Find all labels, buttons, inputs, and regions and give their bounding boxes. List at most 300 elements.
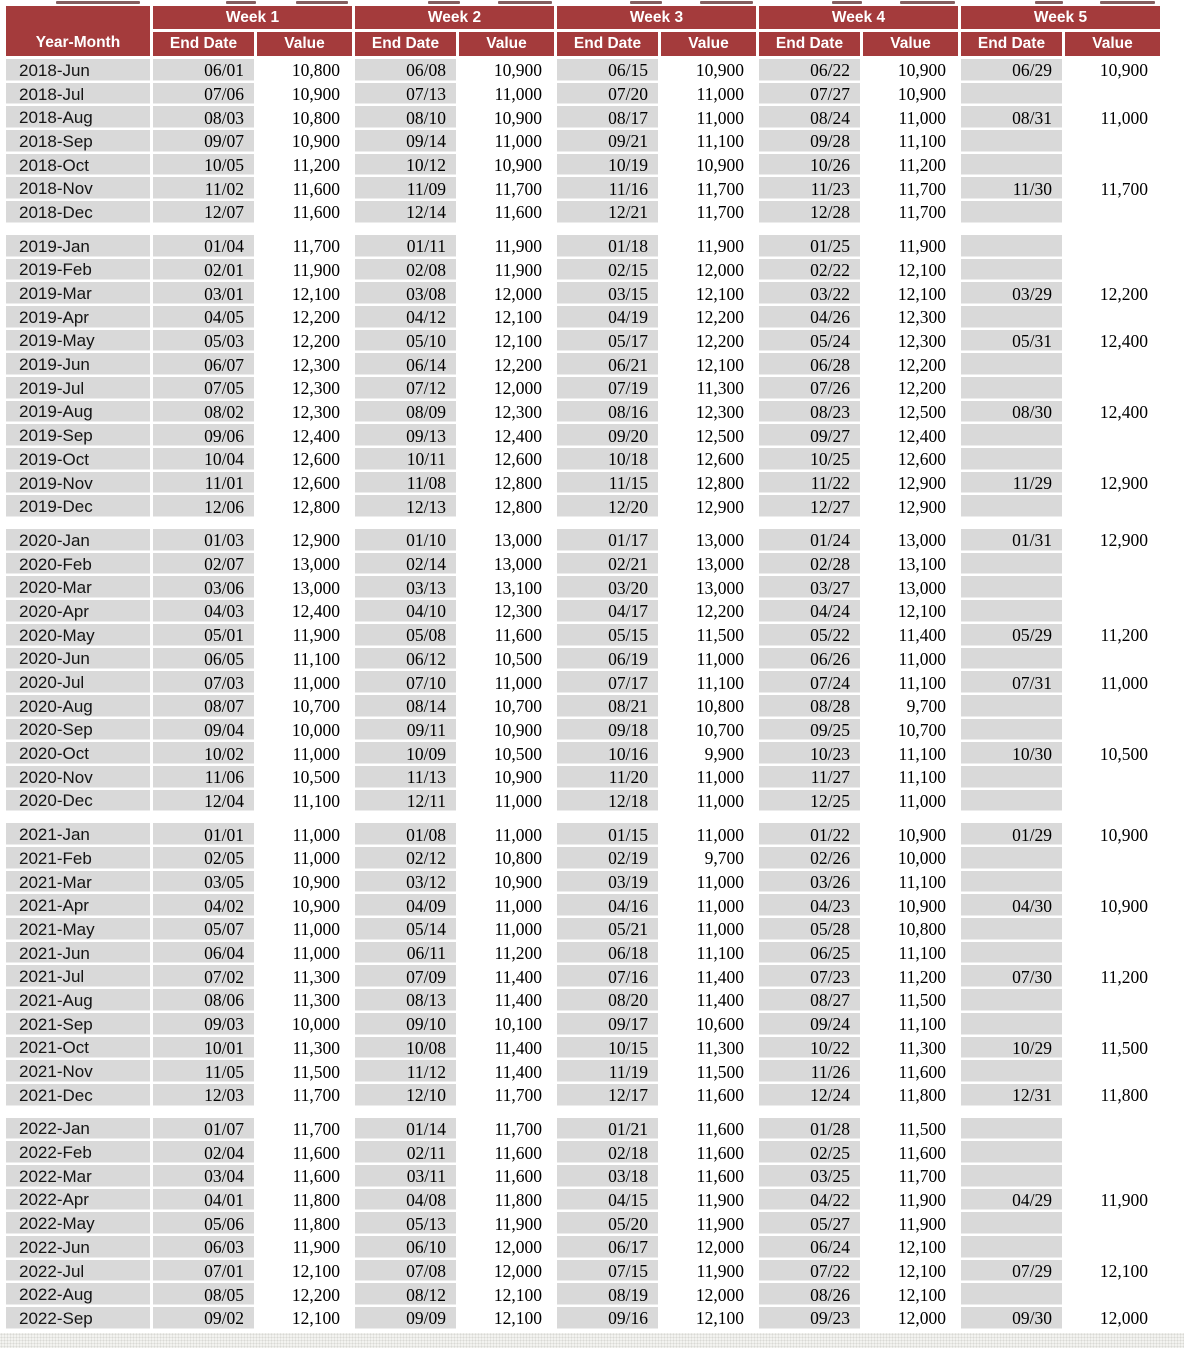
end-date-cell: 07/20 (557, 83, 658, 107)
table-row (0, 1307, 1184, 1331)
table-row (0, 1165, 1184, 1189)
value-cell (1065, 942, 1160, 966)
end-date-cell: 01/22 (759, 823, 860, 847)
end-date-cell: 11/08 (355, 472, 456, 496)
value-cell: 12,100 (863, 1236, 958, 1260)
table-row (0, 894, 1184, 918)
week-2-header: Week 2 (355, 6, 554, 29)
value-cell: 11,000 (661, 790, 756, 814)
table-row (0, 401, 1184, 425)
value-cell: 11,900 (863, 235, 958, 259)
end-date-cell: 07/23 (759, 965, 860, 989)
end-date-cell: 07/24 (759, 671, 860, 695)
value-cell: 10,900 (661, 154, 756, 178)
row-label: 2018-Nov (6, 177, 150, 201)
end-date-cell (961, 600, 1062, 624)
table-row (0, 201, 1184, 225)
value-cell (1065, 1165, 1160, 1189)
end-date-cell: 11/20 (557, 766, 658, 790)
end-date-cell: 04/30 (961, 894, 1062, 918)
end-date-cell: 05/08 (355, 624, 456, 648)
end-date-cell: 03/15 (557, 282, 658, 306)
row-label: 2022-Feb (6, 1141, 150, 1165)
value-cell: 11,200 (863, 965, 958, 989)
row-label: 2021-Dec (6, 1084, 150, 1108)
value-cell: 12,100 (459, 330, 554, 354)
end-date-cell: 07/17 (557, 671, 658, 695)
value-cell: 10,500 (459, 742, 554, 766)
value-cell: 12,600 (661, 448, 756, 472)
value-cell: 13,000 (257, 553, 352, 577)
value-cell: 12,100 (863, 259, 958, 283)
end-date-cell (961, 1118, 1062, 1142)
value-cell: 12,300 (661, 401, 756, 425)
end-date-cell: 08/02 (153, 401, 254, 425)
value-cell: 12,100 (459, 1283, 554, 1307)
value-cell: 10,500 (257, 766, 352, 790)
end-date-cell (961, 1283, 1062, 1307)
value-cell: 11,200 (1065, 624, 1160, 648)
end-date-cell: 10/30 (961, 742, 1062, 766)
row-label: 2021-Jul (6, 965, 150, 989)
table-row (0, 600, 1184, 624)
row-label: 2021-Feb (6, 847, 150, 871)
end-date-cell: 10/15 (557, 1037, 658, 1061)
value-cell: 11,500 (1065, 1037, 1160, 1061)
value-cell: 11,700 (661, 177, 756, 201)
end-date-cell: 08/06 (153, 989, 254, 1013)
end-date-cell: 11/09 (355, 177, 456, 201)
end-date-cell: 03/26 (759, 871, 860, 895)
end-date-cell: 10/23 (759, 742, 860, 766)
row-label: 2018-Jun (6, 59, 150, 83)
value-cell: 10,000 (257, 1013, 352, 1037)
end-date-cell: 09/11 (355, 719, 456, 743)
value-cell (1065, 1118, 1160, 1142)
end-date-cell: 11/13 (355, 766, 456, 790)
end-date-cell: 05/22 (759, 624, 860, 648)
end-date-cell: 05/07 (153, 918, 254, 942)
value-cell: 11,000 (661, 106, 756, 130)
value-cell: 12,600 (459, 448, 554, 472)
value-cell: 11,000 (257, 918, 352, 942)
end-date-cell: 12/31 (961, 1084, 1062, 1108)
value-cell: 11,700 (661, 201, 756, 225)
value-cell: 11,600 (459, 1141, 554, 1165)
end-date-cell (961, 790, 1062, 814)
end-date-cell (961, 1236, 1062, 1260)
end-date-cell: 05/13 (355, 1212, 456, 1236)
end-date-header: End Date (355, 32, 456, 56)
end-date-cell: 06/22 (759, 59, 860, 83)
value-cell: 11,900 (661, 1189, 756, 1213)
value-cell: 10,900 (459, 719, 554, 743)
end-date-cell: 02/14 (355, 553, 456, 577)
value-cell: 11,900 (1065, 1189, 1160, 1213)
value-cell (1065, 847, 1160, 871)
end-date-cell: 01/25 (759, 235, 860, 259)
table-row (0, 1118, 1184, 1142)
end-date-cell: 06/17 (557, 1236, 658, 1260)
value-cell: 11,300 (257, 1037, 352, 1061)
end-date-cell: 02/12 (355, 847, 456, 871)
value-cell: 11,500 (661, 1060, 756, 1084)
row-label: 2021-Oct (6, 1037, 150, 1061)
value-cell: 11,000 (661, 894, 756, 918)
end-date-cell: 09/27 (759, 424, 860, 448)
value-cell: 10,900 (459, 106, 554, 130)
value-cell: 12,300 (863, 330, 958, 354)
end-date-cell: 01/17 (557, 529, 658, 553)
end-date-cell: 08/28 (759, 695, 860, 719)
end-date-header: End Date (153, 32, 254, 56)
value-cell: 11,600 (661, 1118, 756, 1142)
end-date-cell: 05/17 (557, 330, 658, 354)
value-cell (1065, 790, 1160, 814)
value-cell: 11,100 (863, 742, 958, 766)
end-date-cell: 04/08 (355, 1189, 456, 1213)
end-date-cell: 12/13 (355, 495, 456, 519)
row-label: 2019-Jul (6, 377, 150, 401)
unused-canvas-strip (0, 1333, 1184, 1348)
row-label: 2020-Aug (6, 695, 150, 719)
end-date-cell (961, 448, 1062, 472)
week-3-header: Week 3 (557, 6, 756, 29)
end-date-cell: 06/08 (355, 59, 456, 83)
end-date-cell: 12/21 (557, 201, 658, 225)
end-date-cell: 04/05 (153, 306, 254, 330)
value-cell: 12,200 (257, 330, 352, 354)
table-row (0, 306, 1184, 330)
end-date-cell: 03/29 (961, 282, 1062, 306)
value-cell: 11,400 (459, 1060, 554, 1084)
value-cell: 12,400 (1065, 401, 1160, 425)
table-row (0, 495, 1184, 519)
end-date-cell (961, 576, 1062, 600)
value-cell: 11,000 (863, 790, 958, 814)
end-date-cell: 02/15 (557, 259, 658, 283)
value-cell: 11,600 (459, 1165, 554, 1189)
end-date-cell: 01/03 (153, 529, 254, 553)
value-cell (1065, 989, 1160, 1013)
value-cell: 11,000 (257, 671, 352, 695)
value-cell: 10,700 (459, 695, 554, 719)
row-label: 2019-Feb (6, 259, 150, 283)
end-date-cell: 01/07 (153, 1118, 254, 1142)
end-date-cell: 06/25 (759, 942, 860, 966)
end-date-cell: 03/04 (153, 1165, 254, 1189)
week-4-header: Week 4 (759, 6, 958, 29)
value-cell: 11,700 (1065, 177, 1160, 201)
value-cell: 11,600 (257, 1165, 352, 1189)
value-cell: 10,800 (257, 59, 352, 83)
table-row (0, 1084, 1184, 1108)
end-date-cell: 09/24 (759, 1013, 860, 1037)
end-date-cell: 11/15 (557, 472, 658, 496)
end-date-cell: 04/17 (557, 600, 658, 624)
value-cell: 12,800 (459, 495, 554, 519)
value-cell (1065, 1236, 1160, 1260)
value-cell (1065, 871, 1160, 895)
row-label: 2019-Dec (6, 495, 150, 519)
value-cell: 11,700 (257, 235, 352, 259)
value-cell: 12,400 (1065, 330, 1160, 354)
table-row (0, 965, 1184, 989)
end-date-cell: 10/26 (759, 154, 860, 178)
value-cell: 12,300 (257, 377, 352, 401)
value-cell: 10,800 (661, 695, 756, 719)
end-date-cell: 03/25 (759, 1165, 860, 1189)
table-row (0, 719, 1184, 743)
value-cell: 11,000 (459, 83, 554, 107)
end-date-cell: 04/15 (557, 1189, 658, 1213)
end-date-cell: 07/05 (153, 377, 254, 401)
end-date-cell: 10/18 (557, 448, 658, 472)
value-cell: 11,900 (257, 1236, 352, 1260)
row-label: 2018-Jul (6, 83, 150, 107)
value-cell (1065, 201, 1160, 225)
end-date-cell: 12/28 (759, 201, 860, 225)
value-cell: 12,300 (257, 353, 352, 377)
end-date-cell: 02/28 (759, 553, 860, 577)
value-cell (1065, 424, 1160, 448)
value-cell: 12,200 (661, 330, 756, 354)
end-date-cell: 09/02 (153, 1307, 254, 1331)
end-date-cell: 11/26 (759, 1060, 860, 1084)
value-cell: 11,000 (257, 847, 352, 871)
end-date-cell: 10/29 (961, 1037, 1062, 1061)
value-cell: 12,300 (459, 401, 554, 425)
value-cell: 12,900 (1065, 472, 1160, 496)
end-date-cell: 11/19 (557, 1060, 658, 1084)
value-cell: 11,200 (459, 942, 554, 966)
end-date-cell: 08/19 (557, 1283, 658, 1307)
end-date-cell: 12/17 (557, 1084, 658, 1108)
end-date-cell: 12/20 (557, 495, 658, 519)
value-cell: 11,500 (863, 1118, 958, 1142)
end-date-cell: 04/16 (557, 894, 658, 918)
end-date-cell: 08/03 (153, 106, 254, 130)
value-cell: 11,000 (661, 83, 756, 107)
end-date-cell: 09/20 (557, 424, 658, 448)
value-cell: 11,600 (863, 1141, 958, 1165)
end-date-cell: 08/24 (759, 106, 860, 130)
table-row (0, 1260, 1184, 1284)
value-cell: 10,900 (863, 823, 958, 847)
end-date-cell: 12/04 (153, 790, 254, 814)
value-cell: 10,500 (459, 648, 554, 672)
value-cell: 10,000 (257, 719, 352, 743)
value-cell: 11,300 (257, 989, 352, 1013)
value-cell: 11,800 (863, 1084, 958, 1108)
value-cell (1065, 719, 1160, 743)
value-cell: 11,900 (661, 1260, 756, 1284)
end-date-cell: 02/21 (557, 553, 658, 577)
end-date-cell: 09/17 (557, 1013, 658, 1037)
end-date-cell: 10/09 (355, 742, 456, 766)
end-date-cell: 01/15 (557, 823, 658, 847)
table-row (0, 1141, 1184, 1165)
value-cell: 9,900 (661, 742, 756, 766)
table-row (0, 942, 1184, 966)
end-date-cell: 08/20 (557, 989, 658, 1013)
value-cell: 12,100 (257, 1307, 352, 1331)
value-cell (1065, 918, 1160, 942)
row-label: 2019-Jan (6, 235, 150, 259)
end-date-cell: 03/13 (355, 576, 456, 600)
value-cell: 10,900 (459, 59, 554, 83)
value-cell: 12,100 (661, 1307, 756, 1331)
value-cell: 11,100 (863, 1013, 958, 1037)
end-date-cell: 10/19 (557, 154, 658, 178)
value-cell: 11,000 (257, 742, 352, 766)
end-date-cell: 06/03 (153, 1236, 254, 1260)
value-cell: 11,100 (257, 790, 352, 814)
value-cell: 12,000 (459, 377, 554, 401)
value-cell: 11,600 (257, 1141, 352, 1165)
table-row (0, 1189, 1184, 1213)
end-date-header: End Date (961, 32, 1062, 56)
value-cell: 12,400 (257, 600, 352, 624)
value-cell: 12,100 (459, 1307, 554, 1331)
end-date-cell: 03/11 (355, 1165, 456, 1189)
end-date-cell: 10/16 (557, 742, 658, 766)
end-date-cell: 11/01 (153, 472, 254, 496)
end-date-cell: 07/13 (355, 83, 456, 107)
value-cell: 12,400 (863, 424, 958, 448)
value-cell: 10,900 (1065, 59, 1160, 83)
end-date-cell: 03/08 (355, 282, 456, 306)
row-label: 2020-Jul (6, 671, 150, 695)
end-date-cell (961, 424, 1062, 448)
end-date-cell: 10/25 (759, 448, 860, 472)
end-date-cell (961, 648, 1062, 672)
value-cell: 11,900 (661, 235, 756, 259)
value-cell: 11,900 (257, 624, 352, 648)
end-date-cell: 04/19 (557, 306, 658, 330)
end-date-cell: 10/05 (153, 154, 254, 178)
end-date-cell: 07/31 (961, 671, 1062, 695)
value-header: Value (1065, 32, 1160, 56)
table-row (0, 742, 1184, 766)
end-date-cell: 12/18 (557, 790, 658, 814)
value-cell: 11,100 (863, 671, 958, 695)
row-label: 2020-Dec (6, 790, 150, 814)
value-cell: 11,000 (459, 894, 554, 918)
value-cell: 12,200 (661, 600, 756, 624)
value-cell: 11,900 (863, 1212, 958, 1236)
value-cell: 11,600 (661, 1141, 756, 1165)
value-cell: 11,600 (257, 201, 352, 225)
end-date-cell: 08/05 (153, 1283, 254, 1307)
end-date-cell: 12/11 (355, 790, 456, 814)
end-date-cell: 05/10 (355, 330, 456, 354)
value-cell (1065, 353, 1160, 377)
table-row (0, 353, 1184, 377)
end-date-cell: 11/27 (759, 766, 860, 790)
value-cell: 11,800 (1065, 1084, 1160, 1108)
end-date-cell: 01/11 (355, 235, 456, 259)
value-cell: 12,300 (459, 600, 554, 624)
value-cell (1065, 576, 1160, 600)
year-section-2021 (0, 823, 1184, 1107)
value-cell: 12,900 (863, 472, 958, 496)
value-cell: 11,700 (863, 201, 958, 225)
value-cell: 11,000 (1065, 106, 1160, 130)
end-date-cell: 10/08 (355, 1037, 456, 1061)
value-cell: 11,800 (257, 1189, 352, 1213)
value-cell: 11,600 (661, 1084, 756, 1108)
value-header: Value (459, 32, 554, 56)
value-cell: 9,700 (863, 695, 958, 719)
end-date-cell: 12/25 (759, 790, 860, 814)
value-cell: 11,400 (661, 965, 756, 989)
value-cell (1065, 377, 1160, 401)
row-label: 2019-Aug (6, 401, 150, 425)
end-date-cell: 05/14 (355, 918, 456, 942)
end-date-cell: 05/28 (759, 918, 860, 942)
table-row (0, 1283, 1184, 1307)
row-label: 2019-Nov (6, 472, 150, 496)
week-1-header: Week 1 (153, 6, 352, 29)
end-date-cell (961, 235, 1062, 259)
end-date-cell: 07/01 (153, 1260, 254, 1284)
end-date-cell: 02/05 (153, 847, 254, 871)
value-cell: 10,900 (257, 83, 352, 107)
end-date-cell: 06/11 (355, 942, 456, 966)
end-date-cell: 11/23 (759, 177, 860, 201)
value-cell: 11,000 (1065, 671, 1160, 695)
value-cell: 11,900 (459, 235, 554, 259)
row-label: 2022-Jun (6, 1236, 150, 1260)
end-date-cell: 04/29 (961, 1189, 1062, 1213)
value-cell: 11,000 (863, 648, 958, 672)
table-row (0, 448, 1184, 472)
value-cell: 13,000 (661, 553, 756, 577)
end-date-cell: 05/27 (759, 1212, 860, 1236)
end-date-cell: 04/03 (153, 600, 254, 624)
end-date-cell: 06/14 (355, 353, 456, 377)
end-date-cell: 08/14 (355, 695, 456, 719)
value-cell (1065, 495, 1160, 519)
end-date-cell (961, 847, 1062, 871)
row-label: 2018-Oct (6, 154, 150, 178)
end-date-cell: 08/31 (961, 106, 1062, 130)
value-cell: 12,800 (459, 472, 554, 496)
end-date-cell: 01/14 (355, 1118, 456, 1142)
value-cell: 11,700 (257, 1084, 352, 1108)
value-cell: 11,100 (257, 648, 352, 672)
value-cell: 10,900 (257, 130, 352, 154)
table-row (0, 235, 1184, 259)
value-cell: 11,500 (661, 624, 756, 648)
year-section-2022 (0, 1118, 1184, 1331)
end-date-cell: 08/27 (759, 989, 860, 1013)
value-cell: 11,000 (459, 790, 554, 814)
value-cell: 11,000 (459, 823, 554, 847)
value-cell: 12,300 (257, 401, 352, 425)
value-cell: 11,700 (863, 177, 958, 201)
end-date-cell: 09/09 (355, 1307, 456, 1331)
clipped-row-artifact (0, 0, 1184, 6)
end-date-cell: 04/12 (355, 306, 456, 330)
value-cell: 12,000 (661, 1283, 756, 1307)
row-label: 2022-Jul (6, 1260, 150, 1284)
end-date-cell: 10/12 (355, 154, 456, 178)
value-cell: 10,900 (257, 894, 352, 918)
value-cell: 13,100 (863, 553, 958, 577)
value-cell: 12,800 (257, 495, 352, 519)
